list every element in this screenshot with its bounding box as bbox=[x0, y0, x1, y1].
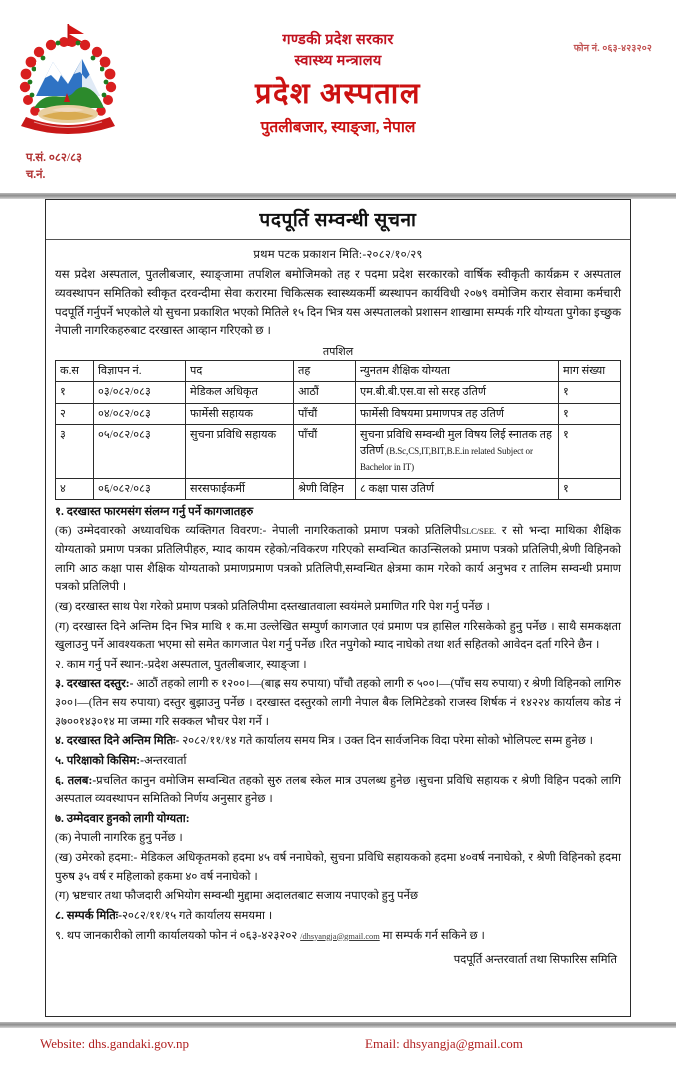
clause-7-kha: (ख) उमेरको हदमा:- मेडिकल अधिकृतमको हदमा ४५ वर्ष ननाघेको, सुचना प्रविधि सहायकको हदमा ४०वर्ष ननाघेको, र श्रेणी विहिनको हदमा पुरुष ३५ वर्ष र महिलाको हकमा ४० वर्ष ननाघेको । bbox=[55, 852, 621, 883]
committee-signoff: पदपूर्ति अन्तरवार्ता तथा सिफारिस समिति bbox=[453, 954, 617, 967]
footer-divider-band bbox=[0, 1022, 676, 1028]
patra-sankhya: प.सं. ०८२/८३ bbox=[26, 152, 83, 164]
clause-3-label: ३. दरखास्त दस्तुर:- bbox=[55, 678, 134, 691]
clause-1-heading: १. दरखास्त फारमसंग संलग्न गर्नु पर्ने कागजातहरु bbox=[55, 505, 254, 518]
clause-5-text: अन्तरवार्ता bbox=[143, 754, 187, 767]
clause-3-fee bbox=[55, 675, 621, 731]
cell-post: सरसफाईकर्मी bbox=[186, 478, 294, 499]
clause-8-text: २०८२/११/१५ गते कार्यालय समयमा । bbox=[121, 909, 273, 922]
notice-title: पदपूर्ति सम्वन्धी सूचना bbox=[46, 200, 630, 240]
email-link[interactable]: /dhsyangja@gmail.com bbox=[300, 931, 380, 941]
clause-4-text: २०८२/११/१४ गते कार्यालय समय मित्र । उक्त दिन सार्वजनिक विदा परेमा सोको भोलिपल्ट सम्म हुनेछ । bbox=[179, 735, 594, 748]
qualification-english: (B.Sc,CS,IT,BIT,B.E.in related Subject or Bachelor in IT) bbox=[360, 446, 533, 473]
reference-numbers bbox=[26, 150, 82, 185]
letterhead bbox=[0, 0, 676, 192]
footer-website[interactable]: Website: dhs.gandaki.gov.np bbox=[40, 1036, 190, 1051]
cell-serial: १ bbox=[56, 382, 94, 403]
clause-1-ka-text: (क) उम्मेदवारको अध्यावधिक व्यक्तिगत विवरण:- नेपाली नागरिकताको प्रमाण पत्रको प्रतिलिपी bbox=[55, 525, 462, 538]
publication-date: प्रथम पटक प्रकाशन मिति:-२०८२/१०/२९ bbox=[253, 249, 423, 261]
header-qualification: न्युनतम शैक्षिक योग्यता bbox=[356, 361, 559, 382]
clause-1-ka bbox=[55, 522, 621, 597]
cell-post: मेडिकल अधिकृत bbox=[186, 382, 294, 403]
clause-1-ka-text-cont: र सो भन्दा माथिका शैक्षिक योग्यताको प्रमाण पत्रका प्रतिलिपीहरु, म्याद कायम रहेको/नविकरण गरिएको सम्वन्धित काउन्सिलको प्रमाण पत्रको प्रतिलिपी,श्रेणी विहिनको लागि आठ कक्षा पास शैक्षिक योग्यताको प्रमाणप्रमाण पत्रको प्रतिलिपी,सम्वन्धित क्षेत्रमा काम गरेको कार्य अनुभव र तालिम सम्वन्धी प्रमाण पत्रको प्रतिलिपी । bbox=[55, 525, 621, 594]
cell-post: सुचना प्रविधि सहायक bbox=[186, 424, 294, 478]
clause-4-label: ४. दरखास्त दिने अन्तिम मितिः- bbox=[55, 735, 180, 748]
cell-serial: ४ bbox=[56, 478, 94, 499]
header-post: पद bbox=[186, 361, 294, 382]
clause-6-text: प्रचलित कानुन वमोजिम सम्वन्धित तहको सुरु तलब स्केल मात्र उपलब्ध हुनेछ ।सुचना प्रविधि सहायक र श्रेणी विहिन पदको लागि अस्पताल व्यवस्थापन समितिको निर्णय अनुसार हुनेछ । bbox=[55, 774, 622, 806]
slc-see-label: SLC/SEE. bbox=[461, 526, 497, 537]
cell-qualification bbox=[356, 478, 559, 499]
cell-count: १ bbox=[559, 424, 621, 478]
qualification-text: ८ कक्षा पास उतिर्ण bbox=[360, 482, 435, 495]
notice-container bbox=[45, 199, 631, 1017]
table-row bbox=[56, 403, 621, 424]
footer-email[interactable]: Email: dhsyangja@gmail.com bbox=[365, 1036, 523, 1051]
header-serial: क.स bbox=[56, 361, 94, 382]
government-name: गण्डकी प्रदेश सरकार bbox=[282, 32, 394, 48]
clause-9-text: ९. थप जानकारीको लागी कार्यालयको फोन नं ०६३-४२३२०२ bbox=[55, 929, 301, 942]
table-header-row bbox=[56, 361, 621, 382]
table-row bbox=[56, 478, 621, 499]
cell-qualification bbox=[356, 424, 559, 478]
tapsil-label: तपशिल bbox=[322, 346, 354, 359]
ministry-name: स्वास्थ्य मन्त्रालय bbox=[294, 53, 382, 70]
cell-level: पाँचौं bbox=[294, 424, 356, 478]
cell-ad-number: ०४/०८२/०८३ bbox=[94, 403, 186, 424]
page-footer bbox=[0, 1036, 676, 1070]
header-level: तह bbox=[294, 361, 356, 382]
cell-count: १ bbox=[559, 478, 621, 499]
clause-6-salary bbox=[55, 772, 621, 809]
clause-7-heading: ७. उम्मेदवार हुनको लागी योग्यता: bbox=[55, 812, 190, 825]
clause-4-deadline bbox=[55, 732, 621, 751]
cell-level: पाँचौं bbox=[294, 403, 356, 424]
clause-list bbox=[55, 503, 621, 970]
intro-paragraph: यस प्रदेश अस्पताल, पुतलीबजार, स्याङ्जामा तपशिल बमोजिमको तह र पदमा प्रदेश सरकारको वार्षिक स्वीकृती कार्यक्रम र अस्पताल व्यवस्थापन समितिको स्वीकृत दरवन्दीमा सेवा करारमा चिकित्सक स्वास्थ्यकर्मी ब्यस्थापन कार्यविधी २०७९ वमोजिम करार सेवामा कर्मचारी पदपूर्ति गर्नुपर्ने भएकोले यो सुचना प्रकाशित भएको मितिले १५ दिन भित्र यस अस्पतालको प्रशासन शाखामा सम्पर्क गरि योग्यता पुगेका इच्छुक नेपाली नागरिकहरुबाट दरखास्त आव्हान गरिएको छ । bbox=[55, 268, 621, 338]
header-ad-number: विज्ञापन नं. bbox=[94, 361, 186, 382]
clause-5-label: ५. परिक्षाको किसिम:- bbox=[55, 754, 144, 767]
clause-7-ga: (ग) भ्रष्टचार तथा फौजदारी अभियोग सम्वन्धी मुद्दामा अदालतबाट सजाय नपाएको हुनु पर्नेछ bbox=[55, 890, 419, 903]
clause-9-text-cont: मा सम्पर्क गर्न सकिने छ । bbox=[379, 929, 485, 942]
cell-level: आठौं bbox=[294, 382, 356, 403]
clause-1-ga: (ग) दरखास्त दिने अन्तिम दिन भित्र माथि १ क.मा उल्लेखित सम्पुर्ण कागजात एवं प्रमाण पत्र हासिल गरिसकेको हुनु पर्नेछ । साथै समकक्षता खुलाउनु पर्ने आवश्यकता भएमा सो समेत कागजात पेश गर्नु पर्नेछ ।रित नपुगेको म्याद नाघेको तथा शर्त सहितको आवेदन दर्ता गरिने छैन । bbox=[55, 620, 621, 652]
clause-8-label: ८. सम्पर्क मितिः- bbox=[55, 909, 122, 922]
cell-ad-number: ०३/०८२/०८३ bbox=[94, 382, 186, 403]
clause-8-contact-date bbox=[55, 907, 621, 926]
clause-5-exam-type bbox=[55, 752, 621, 771]
cell-serial: ३ bbox=[56, 424, 94, 478]
chalani-number: च.नं. bbox=[26, 169, 46, 182]
office-title: प्रदेश अस्पताल bbox=[255, 78, 421, 111]
cell-ad-number: ०६/०८२/०८३ bbox=[94, 478, 186, 499]
qualification-text: एम.बी.बी.एस.वा सो सरह उतिर्ण bbox=[360, 386, 486, 399]
clause-7-ka: (क) नेपाली नागरिक हुनु पर्नेछ । bbox=[55, 832, 183, 845]
cell-qualification bbox=[356, 382, 559, 403]
clause-9-more-info bbox=[55, 927, 621, 946]
phone-number: फोन नं. ०६३-४२३२०२ bbox=[573, 44, 652, 54]
header-count: माग संख्या bbox=[559, 361, 621, 382]
cell-post: फार्मेसी सहायक bbox=[186, 403, 294, 424]
vacancy-table bbox=[55, 360, 621, 500]
cell-ad-number: ०५/०८२/०८३ bbox=[94, 424, 186, 478]
clause-6-label: ६. तलब:- bbox=[55, 774, 97, 787]
clause-1-kha: (ख) दरखास्त साथ पेश गरेको प्रमाण पत्रको प्रतिलिपीमा दस्तखातवाला स्वयंमले प्रमाणित गरि पेश गर्नु पर्नेछ । bbox=[55, 600, 490, 613]
clause-3-text: आठौं तहको लागी रु १२००।—(बाह्र सय रुपाया) पाँचौ तहको लागी रु ५००।—(पाँच सय रुपाया) र श्रेणी विहिनको लागिरु ३००।—(तिन सय रुपाया) दस्तुर बुझाउनु पर्नेछ । दरखास्त दस्तुरको लागी नेपाल बैक लिमिटेडको राजस्व शिर्षक नं १४२२४ कार्यालय कोड नं ३७००१४३०१४ मा जम्मा गरि सक्कल भौचर पेश गर्ने । bbox=[55, 678, 621, 728]
cell-serial: २ bbox=[56, 403, 94, 424]
clause-2-workplace: २. काम गर्नु पर्ने स्थान:-प्रदेश अस्पताल, पुतलीबजार, स्याङ्जा । bbox=[55, 658, 307, 671]
table-row bbox=[56, 424, 621, 478]
cell-count: १ bbox=[559, 403, 621, 424]
table-row bbox=[56, 382, 621, 403]
qualification-text: फार्मेसी विषयमा प्रमाणपत्र तह उतिर्ण bbox=[360, 407, 504, 420]
cell-count: १ bbox=[559, 382, 621, 403]
qualification-text: सुचना प्रविधि सम्वन्धी मुल विषय लिई स्नातक तह उतिर्ण bbox=[360, 428, 552, 458]
cell-level: श्रेणी विहिन bbox=[294, 478, 356, 499]
cell-qualification bbox=[356, 403, 559, 424]
office-address: पुतलीबजार, स्याङ्जा, नेपाल bbox=[260, 119, 416, 137]
